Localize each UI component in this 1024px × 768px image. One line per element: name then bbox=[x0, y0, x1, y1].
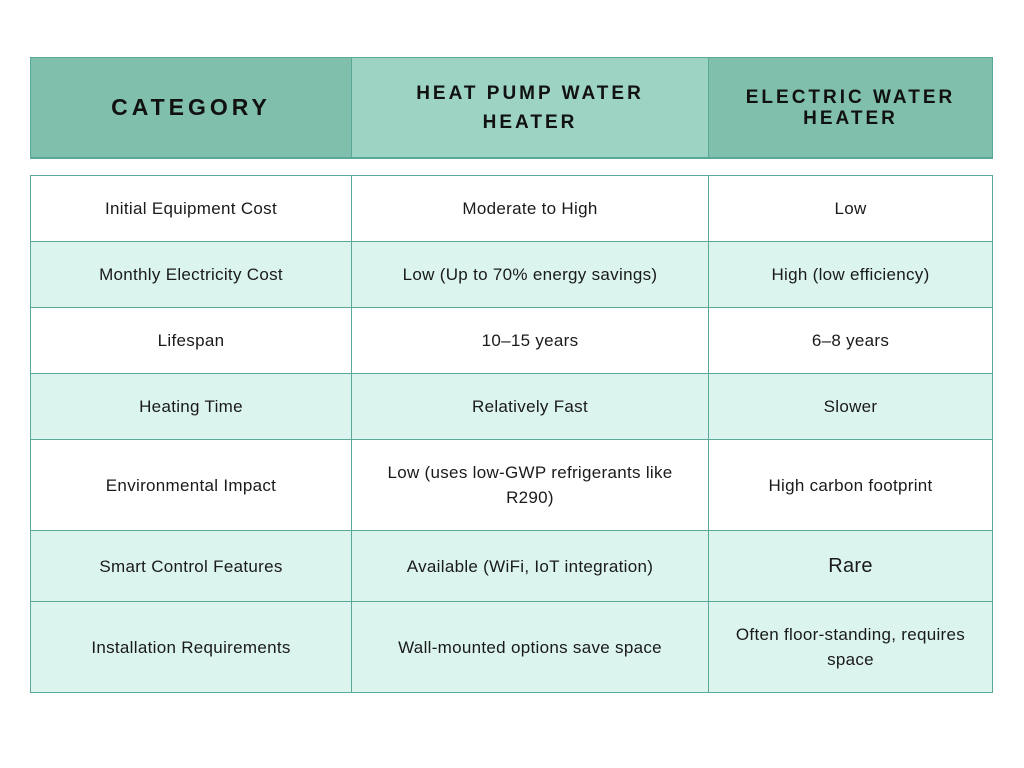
row-category: Initial Equipment Cost bbox=[31, 176, 352, 241]
row-electric-value: Often floor-standing, requires space bbox=[735, 625, 966, 669]
row-heat-pump-value: Available (WiFi, IoT integration) bbox=[352, 531, 709, 601]
table-row bbox=[31, 531, 992, 602]
row-heat-pump-value: Wall-mounted options save space bbox=[352, 602, 709, 692]
table-row bbox=[31, 440, 992, 531]
row-category: Environmental Impact bbox=[31, 440, 352, 530]
row-category: Monthly Electricity Cost bbox=[31, 242, 352, 307]
row-category: Smart Control Features bbox=[31, 531, 352, 601]
header-category: CATEGORY bbox=[31, 58, 352, 157]
row-electric-value: Slower bbox=[823, 397, 878, 416]
row-category: Installation Requirements bbox=[31, 602, 352, 692]
row-electric-value: High (low efficiency) bbox=[771, 265, 930, 284]
row-category: Lifespan bbox=[31, 308, 352, 373]
row-electric-value: Low bbox=[834, 199, 867, 218]
header-electric-water-heater: ELECTRIC WATER HEATER bbox=[709, 58, 992, 157]
table-header bbox=[30, 57, 993, 159]
table-row bbox=[31, 308, 992, 374]
row-heat-pump-value: Relatively Fast bbox=[352, 374, 709, 439]
row-heat-pump-value: Low (uses low-GWP refrigerants like R290) bbox=[352, 440, 709, 530]
comparison-table bbox=[30, 175, 993, 693]
row-electric-value: Rare bbox=[828, 554, 873, 577]
table-row bbox=[31, 242, 992, 308]
row-heat-pump-value: Moderate to High bbox=[352, 176, 709, 241]
table-row bbox=[31, 602, 992, 693]
table-row bbox=[31, 374, 992, 440]
table-row bbox=[31, 176, 992, 242]
row-category: Heating Time bbox=[31, 374, 352, 439]
row-heat-pump-value: Low (Up to 70% energy savings) bbox=[352, 242, 709, 307]
row-heat-pump-value: 10–15 years bbox=[352, 308, 709, 373]
header-heat-pump-water-heater: HEAT PUMP WATER HEATER bbox=[352, 58, 709, 157]
row-electric-value: High carbon footprint bbox=[768, 475, 933, 495]
row-electric-value: 6–8 years bbox=[811, 331, 890, 350]
